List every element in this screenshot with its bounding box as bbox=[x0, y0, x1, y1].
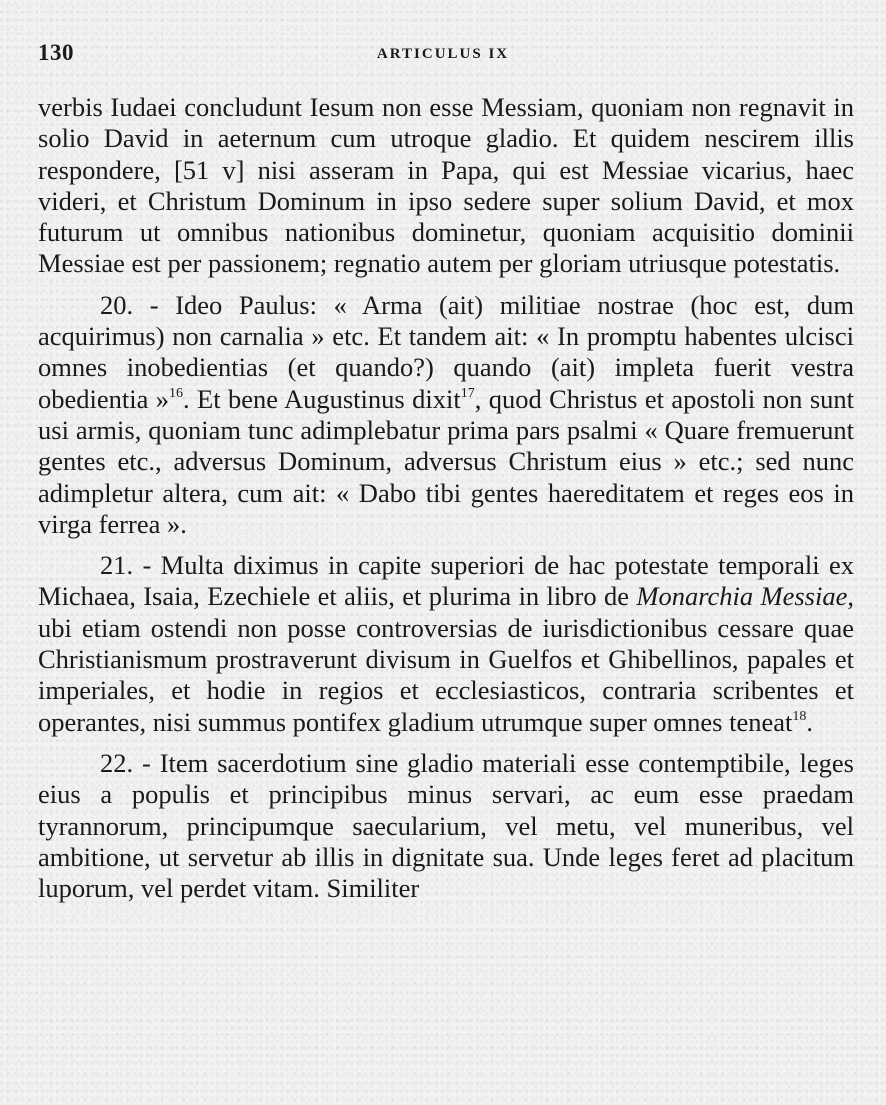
paragraph-22 bbox=[38, 748, 854, 904]
body-text bbox=[38, 92, 854, 904]
page-header bbox=[38, 40, 848, 66]
paragraph-continuation bbox=[38, 92, 854, 280]
footnote-ref: 16 bbox=[169, 385, 184, 401]
text-run: , ubi etiam ostendi non posse controversias de iurisdictionibus cessare quae Christianismum prostraverunt divisum in Guelfos et Ghibellinos, papales et imperiales, et hodie in regios et ecclesiasticos, contraria scribentes et operantes, nisi summus pontifex gladium utrumque super omnes teneat bbox=[38, 581, 854, 737]
paragraph-21 bbox=[38, 550, 854, 738]
text-run: 20. - Ideo Paulus: « Arma (ait) militiae nostrae (hoc est, dum acquirimus) non carnalia » etc. Et tandem ait: « In promptu habentes ulcisci omnes inobedientias (et quando?) quando (ait) impleta fuerit vestra obedientia » bbox=[38, 289, 854, 414]
text-run: . Et bene Augustinus dixit bbox=[183, 383, 461, 414]
text-run: . bbox=[806, 706, 813, 737]
paragraph-20 bbox=[38, 290, 854, 540]
text-run: 22. - Item sacerdotium sine gladio materiali esse contemptibile, leges eius a populis et principibus minus servari, ac eum esse praedam tyrannorum, principumque saecularium, vel metu, vel muneribus, vel ambitione, ut servetur ab illis in dignitate sua. Unde leges feret ad placitum luporum, vel perdet vitam. Similiter bbox=[38, 747, 854, 904]
running-head: ARTICULUS IX bbox=[376, 46, 510, 62]
text-run: 21. - Multa diximus in capite superiori de hac potestate temporali ex Michaea, Isaia, Ezechiele et aliis, et plurima in libro de bbox=[38, 550, 854, 612]
text-run: verbis Iudaei concludunt Iesum non esse Messiam, quoniam non regnavit in solio David in aeternum cum utroque gladio. Et quidem nescirem illis respondere, [51 v] nisi asseram in Papa, qui est Messiae vicarius, haec videri, et Christum Dominum in ipso sedere super solium David, et mox futurum ut omnibus nationibus dominetur, quoniam acquisitio dominii Messiae est per passionem; regnatio autem per gloriam utriusque potestatis. bbox=[38, 92, 854, 279]
book-title: Monarchia Messiae bbox=[636, 581, 848, 612]
footnote-ref: 17 bbox=[460, 385, 475, 401]
page-number: 130 bbox=[38, 40, 74, 65]
footnote-ref: 18 bbox=[792, 708, 807, 724]
text-run: , quod Christus et apostoli non sunt usi armis, quoniam tunc adimplebatur prima pars psalmi « Quare fremuerunt gentes etc., adversus Dominum, adversus Christum eius » etc.; sed nunc adimpletur altera, cum ait: « Dabo tibi gentes haereditatem et reges eos in virga ferrea ». bbox=[38, 383, 855, 539]
